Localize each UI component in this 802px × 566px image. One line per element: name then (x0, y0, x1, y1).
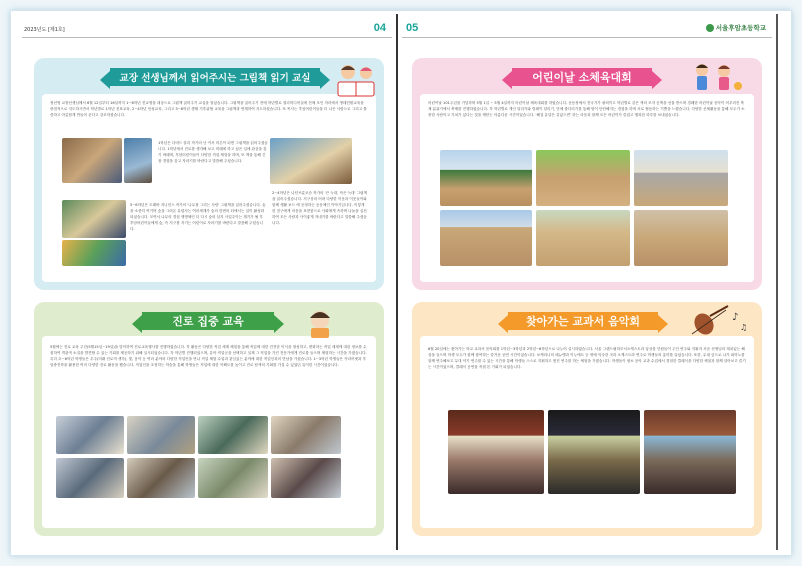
article-childrens-day-sports (412, 58, 762, 290)
article-text: 어린이날 101주년을 기념하며 5월 1일 ~ 5월 4일까지 어린이날 체육대회를 하였습니다. 운동장에서 전국기가 펄럭이고 학년별로 같은 색의 모자 공책을 선물 받으며 경쾌한 어린이날 음악이 어우러진 축제 분위기에서 축제를 진행하였습니다. 각 학년별로 개인 달리기와 릴레이 달리기, 단체 줄다리기를 통해 팀이 단단해지는 경험을 하며 서로 협동하는 기쁨을 느꼈습니다. 다양한 신체활동을 통해 모두가 소중한 사람이고 가치가 있다는 것을 깨닫는 아름다운 시간이었습니다. '해질 유달은 같았으면' 하는 마음과 함께 모든 어린이가 즐겁고 행복한 하루를 보내었습니다. (428, 101, 745, 117)
photo-concert-3 (644, 410, 736, 494)
school-emblem-icon (706, 24, 714, 32)
photo-career-3 (198, 416, 268, 454)
photo-grade2-4 (270, 138, 352, 184)
photo-career-2 (127, 416, 195, 454)
children-playing-icon (688, 60, 744, 96)
article-title: 찾아가는 교과서 음악회 (508, 312, 658, 330)
page-spine (396, 14, 398, 550)
school-name: 서울후암초등학교 (715, 24, 766, 32)
article-reading-class (34, 58, 384, 290)
article-title: 어린이날 소체육대회 (512, 68, 652, 86)
photo-career-8 (271, 458, 341, 498)
article-text: 5월에는 진로 교육 주간(5월15일~19일)을 맞이하여 진로교육행사를 진행하였습니다. 각 활동은 다양한 직업 세계 체험을 통해 직업에 대한 건전한 이식을 형성하고, 변화하는 직업 세계에 대한 정보를 수집하여 객관적 소질을 발견할 수 있는 기회를 제공하기 위해 실시되었습니다. 각 학년별 진행되었으며, 유아 직업군을 선택하고 실제 그 직업을 가진 전문가에게 진로를 들으며 체험하는 시간을 가졌습니다. 특히 초~6학년 학생들은 우주(미래 진로적 생각), 빛, 음악 등 여러 분야의 다양한 직업인을 만나 직업 체험 수업과 관심있는 분야에 대한 직업인과의 만남을 가졌습니다. 1~3학년 학생들은 커리어넷과 후암중진학을 활용한 여러 다양한 진로 활동을 했습니다. 직업인을 초청하는 학습을 통해 학생들은 직업에 대한 이해도를 높이고 진로 탐색의 기회를 가질 수 있었던 유익한 시간이었습니다. (50, 345, 367, 367)
photo-books (62, 240, 126, 266)
article-title: 교장 선생님께서 읽어주시는 그림책 읽기 교실 (110, 68, 320, 86)
article-text: 정선영 교장선생님께서 6월 12일부터 16일까지 1~6학년 전교생을 대상으로 그림책 읽어주기 교실을 열었습니다. 그림책을 읽어주기 전에 학년별로 열리미디어실에 전체 모인 자리에서 생태전환교육을 중점적으로 지도하시면서 학년별로 1학년 전표교육, 2~4학년 언성교육, 그리고 5~6학년 생태 기후위협 교육을 그림책과 연계하여 지도하셨습니다. 또 목사는 후암어린이들을 더 나은 사람으로 그리고 틀씀하고 아름답게 만들어 준다고 강조하셨습니다. (50, 101, 367, 117)
violin-icon (688, 304, 752, 338)
article-text: 6월 20일에는 찾아가는 학교 교과서 음악회를 1학년~3학년과 2학년~6학년으로 나누어 실시하였습니다. 서울 그랜드필하모닉오케스트라 앙상블 단원들이 주인 연주와 지휘자 서준 선생님의 재치있는 해설을 들으며 학생 모두가 함께 참여하는 즐거운 공연 시간이었습니다. 보케리니의 메뉴엣과 이누에트 등 귀에 익숙한 곡과 오케스트라 연주로 학생들의 흥미를 끌었습니다. 또한, 무대 앞으로 나가 피아노를 함께 연주해보고 무대 악기 연주를 수 있는 시간을 통해 학생들 스스로 지휘하고 멋진 연주를 하는 체험을 가졌습니다. 학생들이 평소 음악 교과 수업에서 경험한 클래식을 다양한 체험과 함께 알아보고 즐기는 시간이었으며, 클래식 공연을 직접 본 기회가 되었습니다. (428, 347, 746, 369)
school-logo (706, 23, 766, 32)
issue-label: 2023년도 [제1호] (24, 27, 65, 33)
left-page-header (22, 18, 392, 38)
caption-grade1: 1학년은 다비드 칼리 작가의 난 커서 어른이 되면 그림책을 읽어주셨습니다. 1학년에서 진로를 생각해 보고 미래에 하고 싶은 일에 관심을 갖기 바래며, 후암어린이들이 다양한 직업 체험을 하며, 또 책을 통해 긴장 경험을 갖고 자라기를 바란다고 말씀해 주셨습니다. (158, 141, 268, 163)
photo-concert-2 (548, 410, 640, 494)
photo-sports-3 (634, 150, 728, 206)
photo-sports-2 (536, 150, 630, 206)
svg-text:♪: ♪ (732, 312, 739, 323)
photo-grade1-b (124, 138, 152, 183)
photo-sports-6 (634, 210, 728, 266)
left-page-number: 04 (373, 22, 386, 34)
photo-sports-4 (440, 210, 532, 266)
right-page-number: 05 (406, 22, 419, 34)
caption-grade5-6: 5~6학년은 트레바 지니컨스 작가의 '나무를 그리는 사람' 그림책을 읽어주셨습니다. 숲을 소중히 여기며 숲을 그려온 유럽사는 여러세계가 숲의 한번의 터에서는 일이 활성화되었습니다. 모여서 나무의 경험 생명체인 더 다시 숲의 살지 사업주이는 계기가 될 후 후암어린이들에게 숲, 즉 지구를 지키는 어린이로 자라기를 바란다고 말씀해 주셨습니다. (130, 203, 266, 231)
article-title: 진로 집중 교육 (142, 312, 274, 330)
article-textbook-concert (412, 302, 762, 536)
photo-concert-1 (448, 410, 544, 494)
photo-career-5 (56, 458, 124, 498)
photo-sports-5 (536, 210, 630, 266)
caption-grade2-4: 2~4학년은 나딘브룬코슴 작가의 '큰 늑대, 작은 늑대' 그림책을 읽어주셨습니다. 지구상의 어려 다양한 이웃과 이웃들이와 함께 생활 보드 에 공정하는 공동체인 이야기입니다. 이렇게 한 친구에게 마음을 표현함으로 사회에게 속하며 나눔을 실천하여 모든 사람과 사이좋게 자내기를 바란다고 말씀해 주셨습니다. (272, 191, 368, 225)
photo-career-1 (56, 416, 124, 454)
article-career-education (34, 302, 384, 536)
photo-career-4 (271, 416, 341, 454)
photo-career-7 (198, 458, 268, 498)
right-page-header (402, 18, 772, 38)
photo-grade1 (62, 138, 122, 183)
photo-career-6 (127, 458, 195, 498)
page-edge (776, 14, 778, 550)
svg-text:♫: ♫ (740, 323, 748, 332)
photo-sports-1 (440, 150, 532, 206)
photo-grade5-6 (62, 200, 126, 238)
student-icon (300, 306, 340, 340)
reading-children-icon (330, 60, 380, 100)
